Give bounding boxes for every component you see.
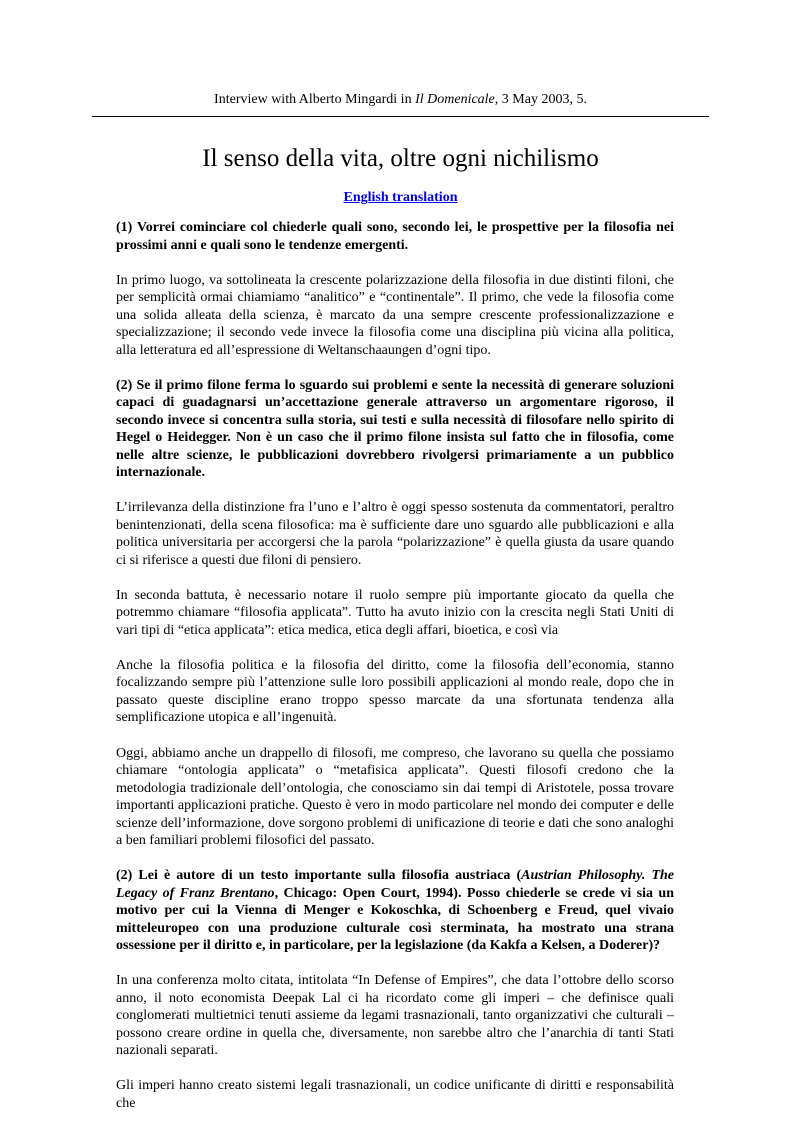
question-3-end: , Chicago: Open Court, 1994). Posso chiederle se crede vi sia un motivo per cui la Vienna di Menger e Kokoschka, di Schoenberg e Freud, quel vivaio mitteleuropeo con una produzione culturale così sterminata, ha mostrato una strana ossessione per il diritto e, in particolare, per la legislazione (da Kakfa a Kelsen, a Doderer)? <box>116 885 674 954</box>
english-translation-link[interactable]: English translation <box>343 190 458 205</box>
question-2: (2) Se il primo filone ferma lo sguardo sui problemi e sente la necessità di generare soluzioni capaci di guadagnarsi un’accettazione generale attraverso un argomentare rigoroso, il secondo invece si concentra sulla storia, sui testi e sulla necessità di filosofare nello spirito di Hegel o Heidegger. Non è un caso che il primo filone insista sul fatto che in filosofia, come nelle altre scienze, le pubblicazioni dovrebbero rivolgersi primariamente a un pubblico internazionale. <box>116 377 674 481</box>
header-suffix: , 3 May 2003, 5. <box>494 92 587 107</box>
answer-paragraph-3: In seconda battuta, è necessario notare il ruolo sempre più importante giocato da quella che potremmo chiamare “filosofia applicata”. Tutto ha avuto inizio con la crescita negli Stati Uniti di vari tipi di “etica applicata”: etica medica, etica degli affari, bioetica, e così via <box>116 587 674 638</box>
answer-paragraph-4: Anche la filosofia politica e la filosofia del diritto, come la filosofia dell’economia, stanno focalizzando sempre più l’attenzione sulle loro possibili applicazioni al mondo reale, dopo che in passato queste discipline erano troppo spesso marcate da una sfortunata tendenza alla semplificazione utopica e all’ingenuità. <box>116 657 674 726</box>
answer-paragraph-1: In primo luogo, va sottolineata la crescente polarizzazione della filosofia in due distinti filoni, che per semplicità ormai chiamiamo “analitico” e “continentale”. Il primo, che vede la filosofia come una solida alleata della scienza, è marcato da una sempre crescente professionalizzazione e specializzazione; il secondo vede invece la filosofia come una disciplina più vicina alla politica, alla letteratura ed all’espressione di Weltanschaaungen d’ogni tipo. <box>116 272 674 358</box>
article-body <box>116 219 674 1130</box>
book-title: Austrian Philosophy. The Legacy of Franz Brentano <box>116 868 675 901</box>
question-1: (1) Vorrei cominciare col chiederle quali sono, secondo lei, le prospettive per la filosofia nei prossimi anni e quali sono le tendenze emergenti. <box>116 220 674 253</box>
translation-link-container <box>92 189 709 207</box>
citation-header <box>92 91 709 109</box>
question-3 <box>116 867 674 955</box>
header-rule <box>92 116 709 117</box>
question-3-start: (2) Lei è autore di un testo importante sulla filosofia austriaca ( <box>116 868 522 884</box>
answer-paragraph-2: L’irrilevanza della distinzione fra l’uno e l’altro è oggi spesso sostenuta da commentatori, peraltro benintenzionati, della scena filosofica: ma è sufficiente dare uno sguardo alle pubblicazioni e alla politica universitaria per accorgersi che la parola “polarizzazione” è quella giusta da usare quando ci si riferisce a questi due filoni di pensiero. <box>116 500 674 568</box>
header-prefix: Interview with Alberto Mingardi in <box>214 92 416 107</box>
answer-paragraph-5: Oggi, abbiamo anche un drappello di filosofi, me compreso, che lavorano su quella che possiamo chiamare “ontologia applicata” o “metafisica applicata”. Questi filosofi credono che la metodologia tradizionale dell’ontologia, che conosciamo sin dai tempi di Aristotele, possa trovare importanti applicazioni pratiche. Questo è vero in modo particolare nel mondo dei computer e delle scienze dell’informazione, dove sorgono problemi di unificazione di teorie e dati che sono analoghi a ben familiari problemi filosofici del passato. <box>116 745 674 849</box>
answer-paragraph-6: In una conferenza molto citata, intitolata “In Defense of Empires”, che data l’ottobre dello scorso anno, il noto economista Deepak Lal ci ha ricordato come gli imperi – che definisce quali conglomerati multietnici tenuti assieme da legami trasnazionali, tanto organizzativi che culturali – possono creare ordine in quella che, diversamente, non sarebbe altro che l’anarchia di tanti Stati nazionali separati. <box>116 973 674 1059</box>
header-publication: Il Domenicale <box>415 92 495 107</box>
page-title: Il senso della vita, oltre ogni nichilismo <box>202 145 599 172</box>
answer-paragraph-7: Gli imperi hanno creato sistemi legali trasnazionali, un codice unificante di diritti e responsabilità che <box>116 1078 674 1111</box>
